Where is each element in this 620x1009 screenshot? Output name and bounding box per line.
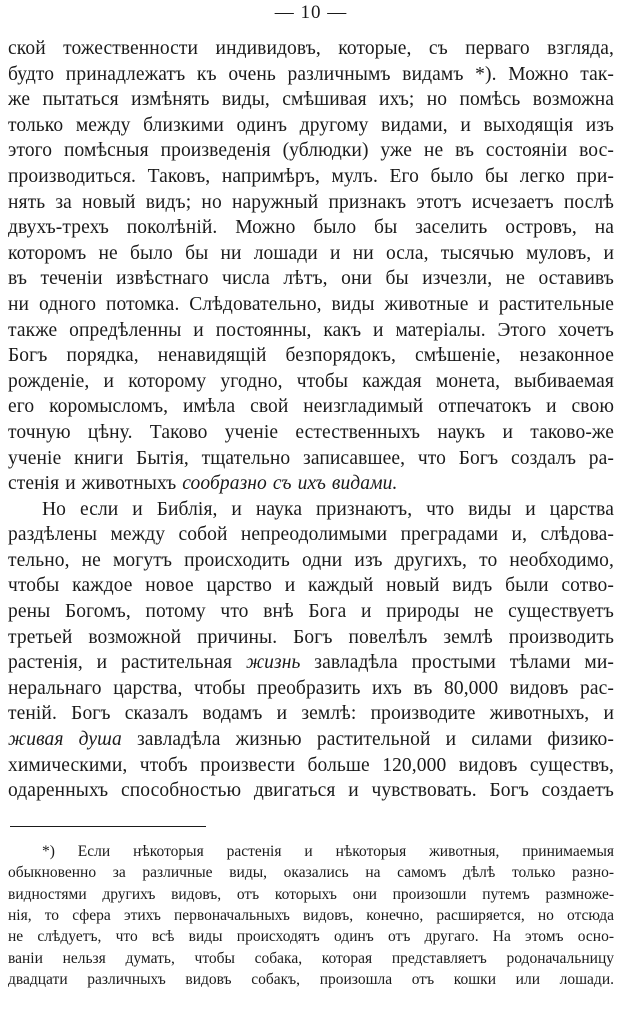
body-line — [8, 215, 614, 241]
text-run: въ теченіи извѣстнаго числа лѣтъ, они бы изчезли, не оставивъ — [8, 268, 614, 290]
text-run: стенія и животныхъ — [8, 473, 183, 495]
text-run: одаренныхъ способностью двигаться и чувствовать. Богъ создаетъ — [8, 780, 614, 802]
text-run: производиться. Таковъ, напримѣръ, мулъ. Его было бы легко при- — [8, 165, 614, 187]
body-line — [8, 573, 614, 599]
footnote-divider — [10, 826, 206, 827]
body-line — [8, 727, 614, 753]
footnote-line — [8, 862, 614, 883]
body-line — [8, 369, 614, 395]
text-run: ской тожественности индивидовъ, которые, съ перваго взгляда, — [8, 38, 614, 59]
text-run: ни одного потомка. Слѣдовательно, виды животные и растительные — [8, 293, 614, 315]
body-line — [8, 420, 614, 446]
text-run: третьей возможной причины. Богъ повелѣлъ землѣ производить — [8, 626, 614, 648]
text-run: раздѣлены между собой непреодолимыми преградами и, слѣдова- — [8, 524, 614, 546]
italic-run: жизнь — [245, 652, 301, 674]
footnote-line — [8, 948, 614, 969]
text-run: неральнаго царства, чтобы преобразить ихъ въ 80,000 видовъ рас- — [8, 677, 614, 699]
text-run: двухъ-трехъ поколѣній. Можно было бы заселить островъ, на — [8, 217, 614, 239]
body-line — [8, 87, 614, 113]
footnote-line — [8, 841, 614, 862]
text-run: двадцати различныхъ видовъ собакъ, произошла отъ кошки или лошади. — [8, 971, 614, 989]
text-run: обыкновенно за различные виды, оказались на самомъ дѣлѣ только разно- — [8, 864, 614, 882]
italic-run: живая душа — [8, 729, 122, 751]
body-line — [8, 292, 614, 318]
text-run: Но если и Библія, и наука признаютъ, что виды и царства — [42, 498, 614, 520]
text-run: ваніи нельзя думать, чтобы собака, которая представляетъ родоначальницу — [8, 949, 614, 967]
text-run: также опредѣленны и постоянны, какъ и матеріалы. Этого хочетъ — [8, 319, 614, 341]
body-line — [8, 113, 614, 139]
text-run: его коромысломъ, имѣла свой неизгладимый отпечатокъ и свою — [8, 396, 614, 418]
body-line — [8, 62, 614, 88]
body-line — [8, 164, 614, 190]
footnote-line — [8, 969, 614, 990]
footnote-line — [8, 926, 614, 947]
text-run: которомъ не было бы ни лошади и ни осла, тысячью муловъ, и — [8, 242, 614, 264]
body-line — [8, 650, 614, 676]
body-line — [8, 497, 614, 523]
body-line — [8, 522, 614, 548]
text-run: *) Если нѣкоторыя растенія и нѣкоторыя животныя, принимаемыя — [42, 842, 614, 860]
footnote-line — [8, 905, 614, 926]
body-line — [8, 446, 614, 472]
text-run: ученіе книги Бытія, тщательно записавшее, что Богъ создалъ ра- — [8, 447, 614, 469]
body-line — [8, 778, 614, 804]
body-line — [8, 625, 614, 651]
body-line — [8, 190, 614, 216]
italic-run: сообразно съ ихъ видами. — [182, 473, 398, 495]
text-run: этого помѣсныя произведенія (ублюдки) уже не въ состояніи вос- — [8, 140, 614, 162]
text-run: теній. Богъ сказалъ водамъ и землѣ: производите животныхъ, и — [8, 703, 614, 725]
text-run: не слѣдуетъ, что всѣ виды происходятъ одинъ отъ другаго. На этомъ осно- — [8, 928, 614, 946]
text-run: завладѣла простыми тѣлами ми- — [300, 652, 614, 674]
text-run: растенія, и растительная — [8, 652, 246, 674]
text-run: тельно, не могутъ происходить одни изъ другихъ, то необходимо, — [8, 549, 614, 571]
text-run: рены Богомъ, потому что внѣ Бога и природы не существуетъ — [8, 601, 614, 623]
text-run: химическими, чтобъ произвести больше 120,000 видовъ существъ, — [8, 754, 614, 776]
text-run: же пытаться измѣнять виды, смѣшивая ихъ; но помѣсь возможна — [8, 89, 614, 111]
body-line — [8, 753, 614, 779]
body-line — [8, 138, 614, 164]
text-run: Богъ порядка, ненавидящій безпорядокъ, смѣшеніе, незаконное — [8, 345, 614, 367]
text-run: чтобы каждое новое царство и каждый новый видъ были сотво- — [8, 575, 614, 597]
footnote — [8, 841, 614, 991]
page-number: — 10 — — [274, 2, 348, 23]
text-run: рожденіе, и которому угодно, чтобы каждая монета, выбиваемая — [8, 370, 614, 392]
text-run: точную цѣну. Таково ученіе естественныхъ наукъ и таково-же — [8, 421, 614, 443]
body-line — [8, 676, 614, 702]
body-line — [8, 343, 614, 369]
text-run: видностями другихъ видовъ, отъ которыхъ они произошли путемъ размноже- — [8, 885, 614, 903]
text-run: нять за новый видъ; но наружный признакъ этотъ исчезаетъ послѣ — [8, 191, 614, 213]
text-run: только между близкими одинъ другому видами, и выходящія изъ — [8, 114, 614, 136]
body-line — [8, 701, 614, 727]
body-line — [8, 241, 614, 267]
body-line — [8, 318, 614, 344]
text-run: будто принадлежатъ къ очень различнымъ видамъ *). Можно так- — [8, 63, 614, 85]
text-run: завладѣла жизнью растительной и силами физико- — [121, 729, 614, 751]
body-line — [8, 471, 614, 497]
body-line — [8, 36, 614, 62]
body-line — [8, 266, 614, 292]
footnote-line — [8, 884, 614, 905]
body-line — [8, 548, 614, 574]
text-run: нія, то сфера этихъ первоначальныхъ видовъ, конечно, расширяется, но отсюда — [8, 906, 614, 924]
main-text — [8, 36, 614, 804]
body-line — [8, 599, 614, 625]
body-line — [8, 394, 614, 420]
